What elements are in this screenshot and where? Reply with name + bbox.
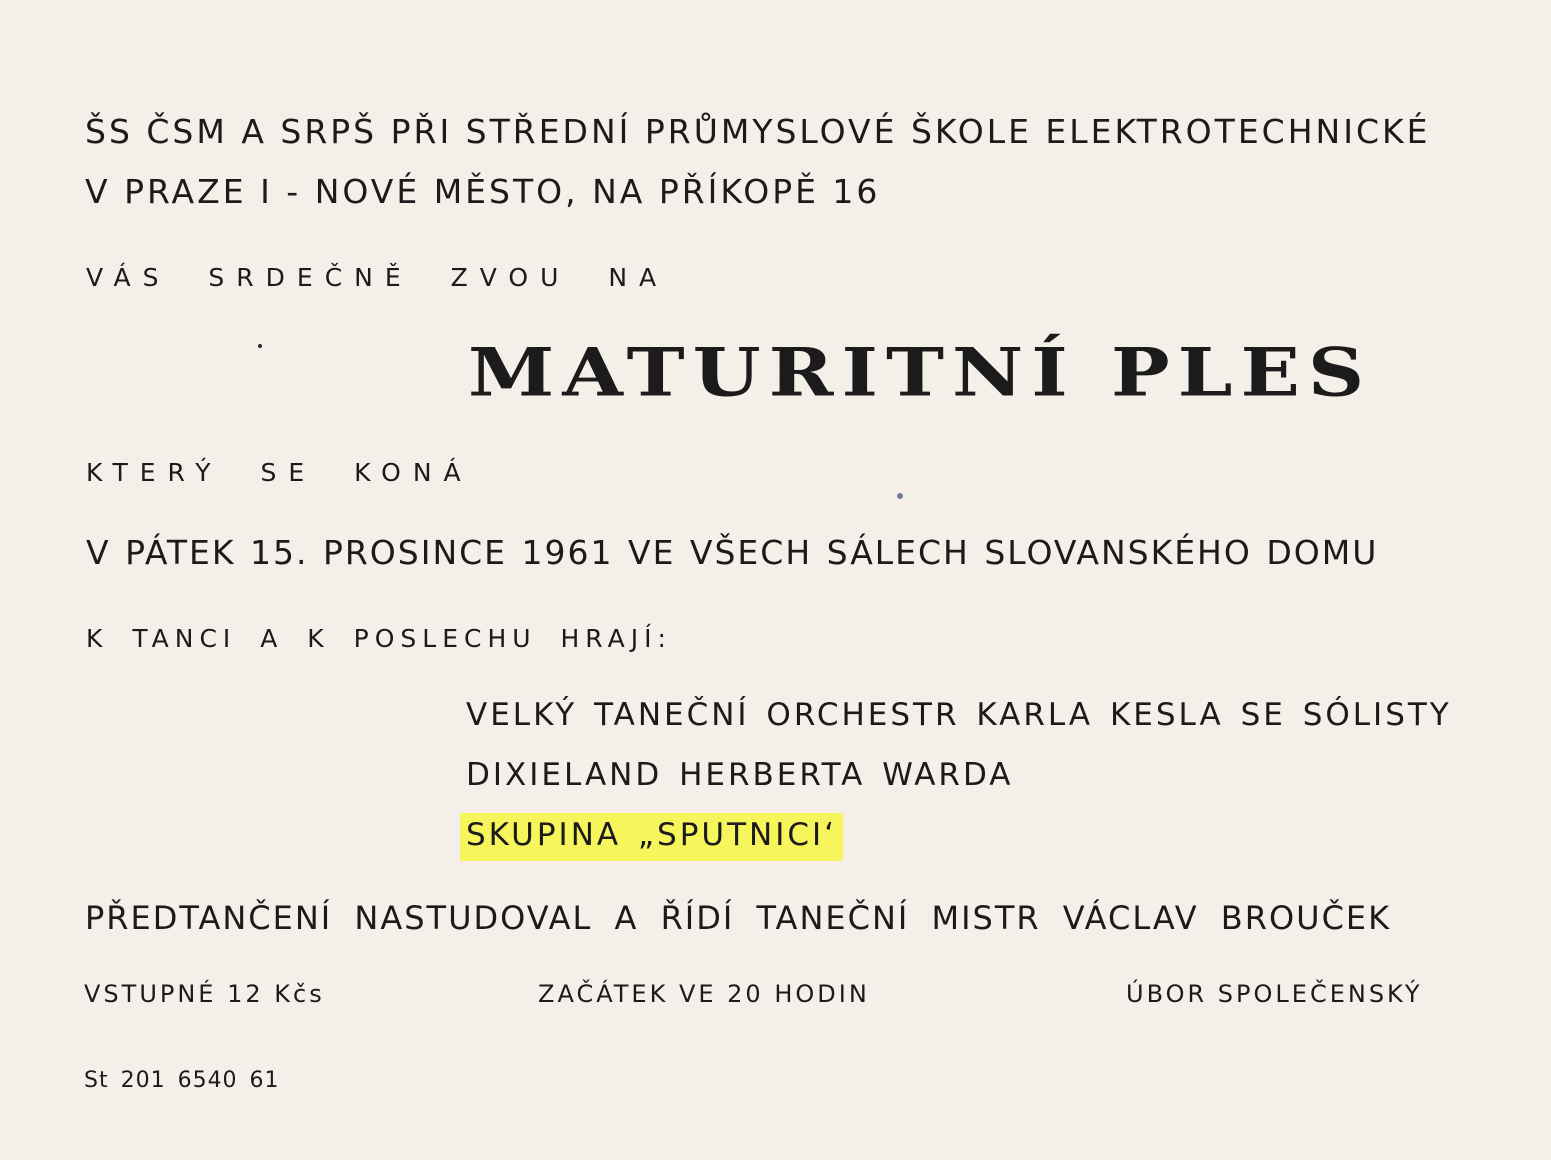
paper-speck	[258, 344, 262, 348]
highlighted-band-name: SKUPINA „SPUTNICI‘	[460, 813, 843, 861]
start-time-text: ZAČÁTEK VE 20 HODIN	[538, 980, 870, 1008]
admission-text: VSTUPNÉ 12 Kčs	[84, 980, 325, 1008]
event-title: MATURITNÍ PLES	[468, 334, 1373, 412]
print-code: St 201 6540 61	[84, 1068, 280, 1093]
band-dixieland: DIXIELAND HERBERTA WARDA	[466, 757, 1014, 793]
band-sputnici	[466, 817, 843, 853]
band-orchestra: VELKÝ TANEČNÍ ORCHESTR KARLA KESLA SE SÓLISTY	[466, 697, 1452, 733]
dress-code-text: ÚBOR SPOLEČENSKÝ	[1126, 980, 1423, 1008]
invite-line: VÁS SRDEČNĚ ZVOU NA	[86, 263, 669, 292]
organizers-line-1: ŠS ČSM A SRPŠ PŘI STŘEDNÍ PRŮMYSLOVÉ ŠKOLE ELEKTROTECHNICKÉ	[85, 112, 1431, 151]
held-line: KTERÝ SE KONÁ	[86, 458, 473, 487]
organizers-line-2: V PRAZE I - NOVÉ MĚSTO, NA PŘÍKOPĚ 16	[85, 172, 881, 211]
date-venue-line: V PÁTEK 15. PROSINCE 1961 VE VŠECH SÁLECH SLOVANSKÉHO DOMU	[86, 533, 1379, 572]
paper-speck	[897, 493, 903, 499]
dance-master-line: PŘEDTANČENÍ NASTUDOVAL A ŘÍDÍ TANEČNÍ MISTR VÁCLAV BROUČEK	[85, 899, 1392, 937]
music-intro-line: K TANCI A K POSLECHU HRAJÍ:	[86, 624, 672, 653]
